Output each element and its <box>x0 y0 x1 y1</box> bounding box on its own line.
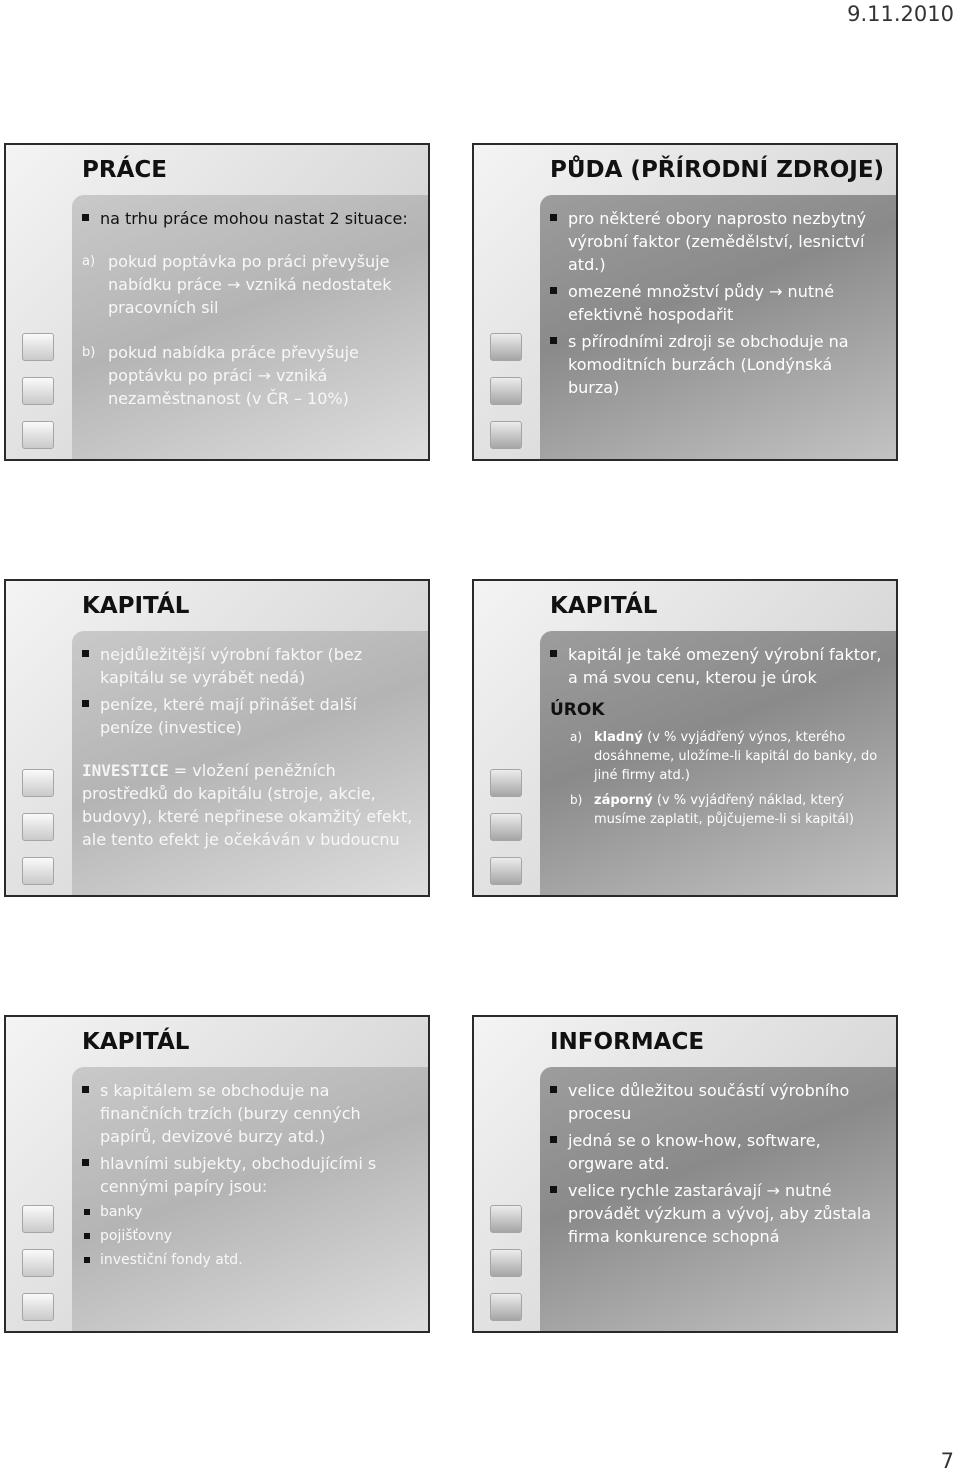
decor-square <box>22 421 54 449</box>
bullet-item: peníze, které mají přinášet další peníze (investice) <box>82 693 414 739</box>
lettered-item <box>550 728 882 785</box>
decor-square <box>22 333 54 361</box>
slide-informace <box>472 1015 898 1333</box>
decor-square <box>490 421 522 449</box>
sub-bullet-item: investiční fondy atd. <box>82 1250 414 1270</box>
item-text: (v % vyjádřený náklad, který musíme zaplatit, půjčujeme-li si kapitál) <box>594 793 854 827</box>
item-marker: a) <box>570 730 583 744</box>
sub-bullet-item: pojišťovny <box>82 1226 414 1246</box>
slide-title: KAPITÁL <box>82 1029 190 1055</box>
item-marker: b) <box>82 345 96 360</box>
decor-square <box>22 1293 54 1321</box>
slide-kapital-investice <box>4 579 430 897</box>
bullet-item: pro některé obory naprosto nezbytný výrobní faktor (zemědělství, lesnictví atd.) <box>550 207 882 276</box>
header-date: 9.11.2010 <box>847 2 954 26</box>
item-marker: b) <box>570 793 583 807</box>
slide-prace <box>4 143 430 461</box>
slide-kapital-urok <box>472 579 898 897</box>
slide-body <box>82 207 414 416</box>
slide-title: KAPITÁL <box>82 593 190 619</box>
decor-square <box>22 769 54 797</box>
slide-title: PŮDA (PŘÍRODNÍ ZDROJE) <box>550 157 885 183</box>
slide-body <box>82 643 414 851</box>
bullet-item: s kapitálem se obchoduje na finančních trzích (burzy cenných papírů, devizové burzy atd.) <box>82 1079 414 1148</box>
item-term: záporný <box>594 793 653 808</box>
decor-square <box>490 377 522 405</box>
slide-kapital-trhy <box>4 1015 430 1333</box>
urok-heading: ÚROK <box>550 700 605 720</box>
decor-square <box>22 813 54 841</box>
definition-term: INVESTICE <box>82 761 169 780</box>
item-marker: a) <box>82 254 96 269</box>
bullet-item: nejdůležitější výrobní faktor (bez kapitálu se vyrábět nedá) <box>82 643 414 689</box>
item-text: pokud poptávka po práci převyšuje nabídku práce → vzniká nedostatek pracovních sil <box>108 252 392 317</box>
bullet-item: hlavními subjekty, obchodujícími s cennými papíry jsou: <box>82 1152 414 1198</box>
decor-square <box>22 857 54 885</box>
decor-square <box>22 1205 54 1233</box>
decor-square <box>490 769 522 797</box>
decor-square <box>490 857 522 885</box>
slide-puda <box>472 143 898 461</box>
slide-body <box>550 1079 882 1252</box>
slide-body <box>550 643 882 835</box>
decor-square <box>490 1293 522 1321</box>
bullet-item: omezené množství půdy → nutné efektivně hospodařit <box>550 280 882 326</box>
bullet-item: jedná se o know-how, software, orgware atd. <box>550 1129 882 1175</box>
sub-bullet-item: banky <box>82 1202 414 1222</box>
slide-body <box>82 1079 414 1274</box>
lettered-item <box>82 250 414 319</box>
page-number: 7 <box>940 1449 954 1473</box>
lettered-item <box>550 791 882 829</box>
bullet-item: s přírodními zdroji se obchoduje na komoditních burzách (Londýnská burza) <box>550 330 882 399</box>
slide-title: PRÁCE <box>82 157 167 183</box>
decor-square <box>490 813 522 841</box>
decor-square <box>490 1205 522 1233</box>
decor-square <box>22 1249 54 1277</box>
item-text: pokud nabídka práce převyšuje poptávku po práci → vzniká nezaměstnanost (v ČR – 10%) <box>108 343 359 408</box>
slide-title: INFORMACE <box>550 1029 705 1055</box>
slide-body <box>550 207 882 403</box>
bullet-item: kapitál je také omezený výrobní faktor, a má svou cenu, kterou je úrok <box>550 643 882 689</box>
slide-title: KAPITÁL <box>550 593 658 619</box>
lettered-item <box>82 341 414 410</box>
bullet-item: na trhu práce mohou nastat 2 situace: <box>82 207 414 230</box>
bullet-item: velice důležitou součástí výrobního procesu <box>550 1079 882 1125</box>
bullet-item: velice rychle zastarávají → nutné provádět výzkum a vývoj, aby zůstala firma konkurence schopná <box>550 1179 882 1248</box>
decor-square <box>490 333 522 361</box>
definition-text: = vložení peněžních prostředků do kapitálu (stroje, akcie, budovy), které nepřinese okamžitý efekt, ale tento efekt je očekáván v budoucnu <box>82 761 413 849</box>
item-term: kladný <box>594 730 643 745</box>
definition <box>82 759 414 851</box>
decor-square <box>490 1249 522 1277</box>
decor-square <box>22 377 54 405</box>
item-text: (v % vyjádřený výnos, kterého dosáhneme, uložíme-li kapitál do banky, do jiné firmy atd.) <box>594 730 878 783</box>
